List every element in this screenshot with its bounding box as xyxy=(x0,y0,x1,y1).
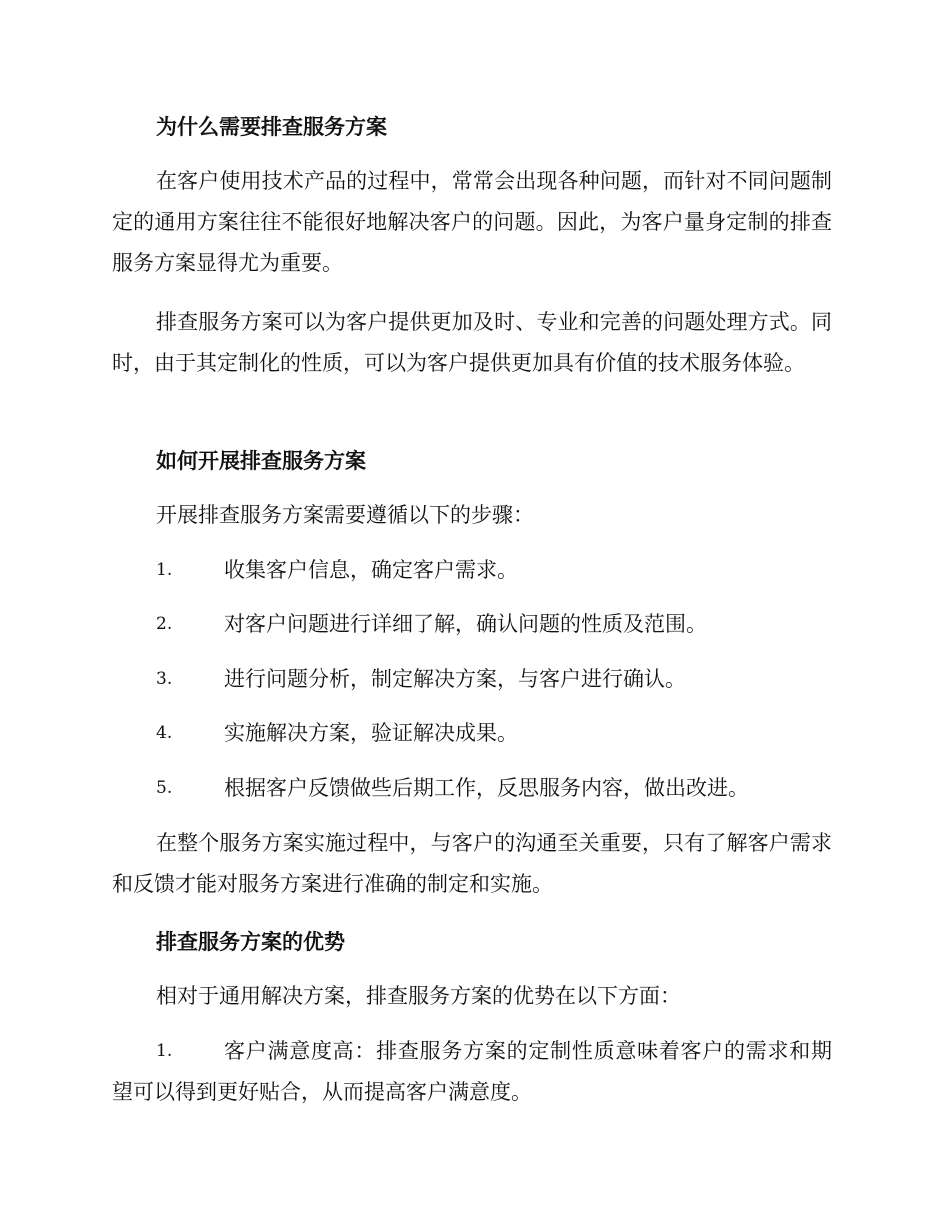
advantage-item xyxy=(112,1031,832,1113)
step-text: 根据客户反馈做些后期工作，反思服务内容，做出改进。 xyxy=(224,776,749,800)
section-heading-advantages: 排查服务方案的优势 xyxy=(156,929,345,954)
paragraph-how-closing: 在整个服务方案实施过程中，与客户的沟通至关重要，只有了解客户需求和反馈才能对服务方案进行准确的制定和实施。 xyxy=(112,831,832,896)
step-number: 4. xyxy=(156,723,173,743)
step-text: 进行问题分析，制定解决方案，与客户进行确认。 xyxy=(224,667,686,691)
advantage-number: 1. xyxy=(156,1041,173,1061)
step-text: 实施解决方案，验证解决成果。 xyxy=(224,721,518,745)
paragraph-how-intro: 开展排查服务方案需要遵循以下的步骤： xyxy=(156,503,534,527)
step-number: 3. xyxy=(156,669,173,689)
step-item xyxy=(112,659,832,700)
paragraph-advantages-intro: 相对于通用解决方案，排查服务方案的优势在以下方面： xyxy=(156,984,681,1008)
paragraph-why-1: 在客户使用技术产品的过程中，常常会出现各种问题，而针对不同问题制定的通用方案往往不能很好地解决客户的问题。因此，为客户量身定制的排查服务方案显得尤为重要。 xyxy=(112,169,832,275)
paragraph-why-2: 排查服务方案可以为客户提供更加及时、专业和完善的问题处理方式。同时，由于其定制化的性质，可以为客户提供更加具有价值的技术服务体验。 xyxy=(112,310,832,375)
step-item xyxy=(112,604,832,645)
step-number: 2. xyxy=(156,614,173,634)
step-number: 5. xyxy=(156,778,173,798)
step-number: 1. xyxy=(156,560,173,580)
advantage-text: 客户满意度高：排查服务方案的定制性质意味着客户的需求和期望可以得到更好贴合，从而提高客户满意度。 xyxy=(112,1039,832,1104)
step-item xyxy=(112,768,832,809)
step-text: 对客户问题进行详细了解，确认问题的性质及范围。 xyxy=(224,612,707,636)
step-item xyxy=(112,713,832,754)
step-item xyxy=(112,550,832,591)
step-text: 收集客户信息，确定客户需求。 xyxy=(224,558,518,582)
section-heading-why: 为什么需要排查服务方案 xyxy=(156,114,387,139)
section-heading-how: 如何开展排查服务方案 xyxy=(156,448,366,473)
